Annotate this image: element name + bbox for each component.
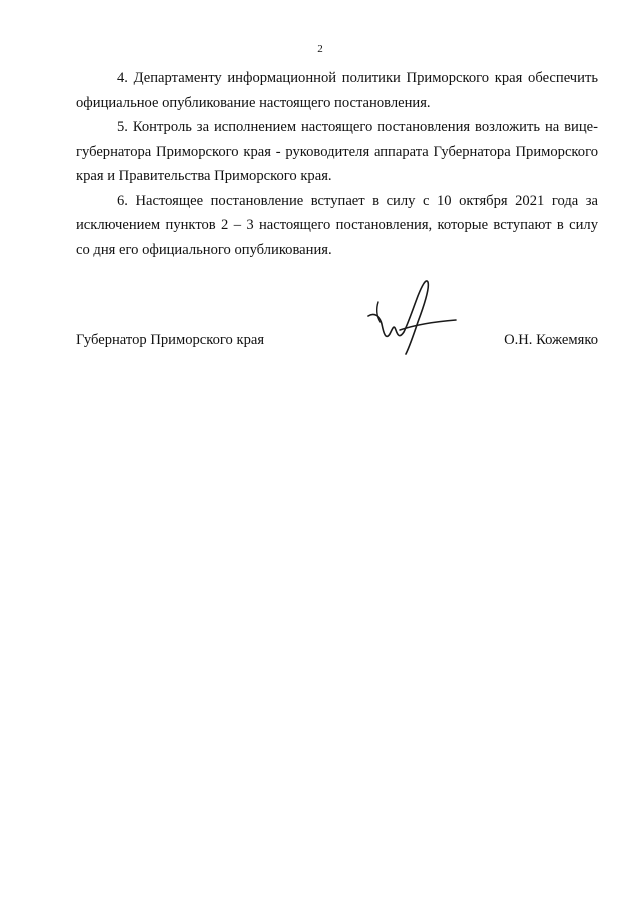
signer-title: Губернатор Приморского края xyxy=(76,332,265,348)
signature-block xyxy=(76,328,598,352)
document-body xyxy=(76,66,598,262)
paragraph-4: 4. Департаменту информационной политики Приморского края обеспечить официальное опубликование настоящего постановления. xyxy=(76,70,598,111)
paragraph-5: 5. Контроль за исполнением настоящего постановления возложить на вице-губернатора Приморского края - руководителя аппарата Губернатора Приморского края и Правительства Приморского края. xyxy=(76,119,598,184)
page-number: 2 xyxy=(317,43,323,55)
signer-name: О.Н. Кожемяко xyxy=(504,332,598,348)
paragraph-6: 6. Настоящее постановление вступает в силу с 10 октября 2021 года за исключением пунктов 2 – 3 настоящего постановления, которые вступают в силу со дня его официального опубликования. xyxy=(76,192,598,258)
